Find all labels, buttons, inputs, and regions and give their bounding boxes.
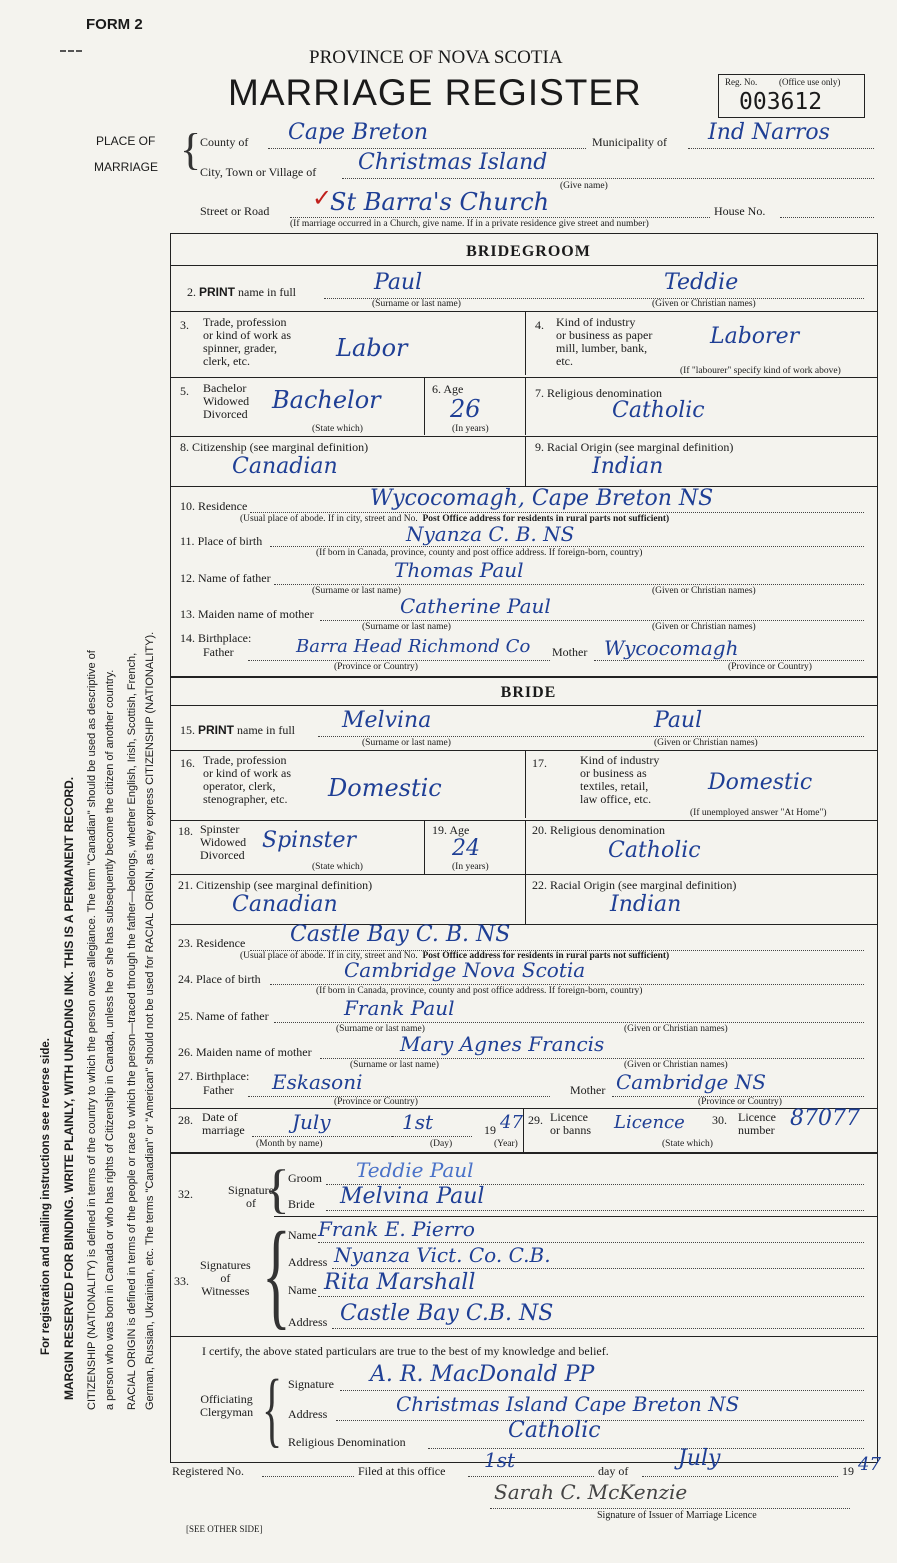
divider [170, 436, 878, 437]
divider [424, 377, 425, 435]
field-18-label: Spinster Widowed Divorced [200, 822, 247, 862]
bride-racial-origin: Indian [610, 892, 682, 917]
groom-birthplace: Nyanza C. B. NS [406, 522, 575, 546]
field-21-label: 21. Citizenship (see marginal definition) [178, 878, 373, 892]
groom-status: Bachelor [272, 386, 381, 414]
margin-citizenship-def-2: a person who was born in Canada or who has rights of Citizenship in Canada, unless he or she has subsequently become the citizen of another country. [104, 669, 116, 1410]
state-caption: (State which) [662, 1139, 713, 1149]
father-label: Father [203, 645, 234, 659]
witness-2-name: Rita Marshall [324, 1270, 476, 1295]
field-22-label: 22. Racial Origin (see marginal definition) [532, 878, 737, 892]
filed-label: Filed at this office [358, 1464, 446, 1478]
divider [170, 311, 878, 312]
marriage-month-field [252, 1108, 392, 1137]
field-13-label: 13. Maiden name of mother [180, 607, 314, 621]
bride-trade: Domestic [328, 774, 442, 802]
groom-signature-field [326, 1158, 864, 1185]
page-title: MARRIAGE REGISTER [228, 72, 642, 113]
bride-signature: Melvina Paul [340, 1184, 485, 1209]
clergy-signature: A. R. MacDonald PP [370, 1362, 595, 1387]
groom-surname: Paul [374, 270, 423, 295]
clergy-religion: Catholic [508, 1418, 601, 1443]
groom-signature: Teddie Paul [356, 1158, 474, 1182]
witness-1-address-label: Address [288, 1255, 328, 1269]
field-23-label: 23. Residence [178, 936, 246, 950]
divider [525, 311, 526, 375]
surname-caption: (Surname or last name) [350, 1060, 439, 1070]
divider [424, 820, 425, 874]
place-note: (If marriage occurred in a Church, give name. If in a private residence give street and number) [290, 219, 649, 229]
divider [170, 265, 878, 266]
field-27-label: 27. Birthplace: [178, 1069, 250, 1083]
field-24-label: 24. Place of birth [178, 972, 261, 986]
state-which-caption: (State which) [312, 424, 363, 434]
field-32-num: 32. [178, 1187, 193, 1201]
field-15-label: 15. PRINT name in full [180, 723, 295, 737]
field-17-label: Kind of industry or business as textiles, retail, law office, etc. [580, 753, 660, 806]
filed-month-field [642, 1448, 838, 1477]
street-value: St Barra's Church [330, 188, 550, 216]
given-caption: (Given or Christian names) [624, 1024, 728, 1034]
in-years-caption: (In years) [452, 862, 489, 872]
field-26-label: 26. Maiden name of mother [178, 1045, 312, 1059]
bride-birthplace-field [270, 960, 864, 985]
province-caption: (Province or Country) [334, 662, 418, 672]
see-other-side: [SEE OTHER SIDE] [186, 1524, 263, 1534]
bride-mother-field [320, 1032, 864, 1059]
witness-2-name-label: Name [288, 1283, 317, 1297]
province-heading: PROVINCE OF NOVA SCOTIA [309, 47, 563, 68]
house-field [780, 188, 874, 218]
bride-mother-birth-field [612, 1070, 864, 1097]
marriage-month: July [292, 1110, 331, 1134]
field-28-num: 28. [178, 1113, 193, 1127]
clergy-signature-label: Signature [288, 1377, 334, 1391]
bride-age: 24 [452, 836, 480, 861]
filed-day: 1st [484, 1448, 516, 1472]
clergy-brace: { [262, 1363, 283, 1456]
groom-mother-birth-field [594, 636, 864, 661]
divider [523, 1108, 524, 1152]
field-30-num: 30. [712, 1113, 727, 1127]
month-caption: (Month by name) [256, 1139, 323, 1149]
margin-racial-def-2: German, Russian, Ukrainian, etc. The terms "Canadian" or "American" should not be used for RACIAL ORIGIN, as they express CITIZENSHIP (NATIONALITY). [144, 631, 156, 1410]
bride-citizenship: Canadian [232, 892, 338, 917]
clergy-religion-field [428, 1420, 864, 1449]
marriage-year: 47 [500, 1112, 523, 1133]
given-caption: (Given or Christian names) [652, 299, 756, 309]
field-18-num: 18. [178, 824, 193, 838]
filed-year-prefix: 19 [842, 1464, 854, 1478]
province-caption: (Province or Country) [728, 662, 812, 672]
bride-mother: Mary Agnes Francis [400, 1032, 605, 1056]
surname-caption: (Surname or last name) [312, 586, 401, 596]
registered-no-field [262, 1454, 354, 1477]
bride-status: Spinster [262, 828, 357, 853]
marriage-day-field [392, 1108, 472, 1137]
groom-trade: Labor [336, 334, 408, 362]
field-10-label: 10. Residence [180, 499, 248, 513]
divider [525, 820, 526, 874]
birthplace-caption: (If born in Canada, province, county and post office address. If foreign-born, country) [316, 986, 643, 996]
bride-signature-field [326, 1184, 864, 1211]
groom-racial-origin: Indian [592, 454, 664, 479]
bride-residence-field [250, 922, 864, 951]
bride-residence: Castle Bay C. B. NS [290, 922, 511, 947]
corner-mark [60, 50, 82, 52]
field-19-label: 19. Age [432, 823, 470, 837]
field-5-num: 5. [180, 384, 189, 398]
labourer-caption: (If "labourer" specify kind of work above) [680, 366, 841, 376]
groom-age: 26 [450, 395, 481, 423]
place-label-2: MARRIAGE [94, 160, 159, 174]
certify-statement: I certify, the above stated particulars are true to the best of my knowledge and belief. [202, 1344, 609, 1358]
bride-birthplace: Cambridge Nova Scotia [344, 958, 586, 982]
field-11-label: 11. Place of birth [180, 534, 263, 548]
bride-father: Frank Paul [344, 996, 455, 1020]
groom-given: Teddie [664, 270, 739, 295]
groom-residence: Wycocomagh, Cape Breton NS [370, 486, 714, 511]
bride-father-field [274, 996, 864, 1023]
field-3-num: 3. [180, 318, 189, 332]
groom-father: Thomas Paul [394, 558, 524, 582]
city-label: City, Town or Village of [200, 165, 317, 179]
field-30-label: Licence number [738, 1110, 776, 1137]
field-3-label: Trade, profession or kind of work as spinner, grader, clerk, etc. [203, 315, 291, 368]
county-value: Cape Breton [288, 120, 429, 145]
field-4-label: Kind of industry or business as paper mill, lumber, bank, etc. [556, 315, 653, 368]
filed-year: 47 [858, 1454, 881, 1475]
field-20-label: 20. Religious denomination [532, 823, 665, 837]
field-16-label: Trade, profession or kind of work as operator, clerk, stenographer, etc. [203, 753, 291, 806]
place-label-1: PLACE OF [96, 134, 156, 148]
street-field [290, 188, 710, 218]
field-16-num: 16. [180, 756, 195, 770]
issuer-signature: Sarah C. McKenzie [494, 1480, 688, 1504]
surname-caption: (Surname or last name) [362, 738, 451, 748]
divider [170, 1152, 878, 1154]
mother-label: Mother [570, 1083, 606, 1097]
reg-no-box [718, 74, 865, 118]
signature-brace: { [264, 1159, 290, 1219]
field-8-label: 8. Citizenship (see marginal definition) [180, 440, 369, 454]
groom-citizenship: Canadian [232, 454, 338, 479]
given-caption: (Given or Christian names) [652, 586, 756, 596]
field-28-label: Date of marriage [202, 1110, 245, 1137]
day-of-label: day of [598, 1464, 629, 1478]
field-33-label: Signatures of Witnesses [200, 1258, 251, 1298]
margin-instructions: For registration and mailing instructions see reverse side. [40, 1038, 52, 1355]
bride-given: Paul [654, 708, 703, 733]
bride-father-birth-field [248, 1070, 550, 1097]
margin-citizenship-def-1: CITIZENSHIP (NATIONALITY) is defined in terms of the country to which the person owes allegiance. The term "Canadian" should be used as descriptive of [86, 650, 98, 1410]
given-caption: (Given or Christian names) [654, 738, 758, 748]
field-9-label: 9. Racial Origin (see marginal definition) [535, 440, 734, 454]
bride-religion: Catholic [608, 838, 701, 863]
field-4-num: 4. [535, 318, 544, 332]
field-14-label: 14. Birthplace: [180, 631, 252, 645]
clergy-address-label: Address [288, 1407, 328, 1421]
clergy-label: Officiating Clergyman [200, 1392, 254, 1419]
year-caption: (Year) [494, 1139, 518, 1149]
groom-father-birth: Barra Head Richmond Co [296, 636, 531, 657]
divider [170, 750, 878, 751]
groom-mother: Catherine Paul [400, 594, 551, 618]
given-caption: (Given or Christian names) [624, 1060, 728, 1070]
groom-religion: Catholic [612, 398, 705, 423]
divider [170, 820, 878, 821]
day-caption: (Day) [430, 1139, 453, 1149]
province-caption: (Province or Country) [334, 1097, 418, 1107]
groom-mother-birth: Wycocomagh [604, 636, 739, 660]
registered-no-label: Registered No. [172, 1464, 244, 1478]
groom-father-field [274, 560, 864, 585]
filed-month: July [678, 1446, 721, 1471]
form-number: FORM 2 [86, 16, 143, 33]
witness-1-name: Frank E. Pierro [318, 1217, 475, 1241]
clergy-address: Christmas Island Cape Breton NS [396, 1392, 740, 1416]
groom-residence-field [250, 484, 864, 513]
field-2-label: 2. PRINT name in full [187, 285, 296, 299]
issuer-signature-field [490, 1480, 850, 1509]
bride-industry: Domestic [708, 770, 813, 795]
bride-sign-label: Bride [288, 1197, 315, 1211]
issuer-caption: Signature of Issuer of Marriage Licence [597, 1510, 757, 1521]
surname-caption: (Surname or last name) [336, 1024, 425, 1034]
field-6-label: 6. Age [432, 382, 464, 396]
surname-caption: (Surname or last name) [362, 622, 451, 632]
margin-binding-note: MARGIN RESERVED FOR BINDING. WRITE PLAINLY, WITH UNFADING INK. THIS IS A PERMANENT RECORD. [62, 776, 76, 1400]
licence-or-banns: Licence [614, 1112, 685, 1133]
give-name-caption: (Give name) [560, 181, 608, 191]
residence-caption: (Usual place of abode. If in city, street and No. Post Office address for residents in rural parts not sufficient) [240, 951, 670, 961]
year-prefix: 19 [484, 1123, 496, 1137]
divider [170, 377, 878, 378]
divider [170, 676, 878, 678]
reg-no-value: 003612 [739, 89, 823, 115]
reg-no-label: Reg. No. [725, 77, 758, 87]
witness-1-address-field [332, 1244, 864, 1269]
surname-caption: (Surname or last name) [372, 299, 461, 309]
divider [525, 750, 526, 818]
municipality-field [688, 118, 874, 149]
street-label: Street or Road [200, 204, 270, 218]
bride-heading: BRIDE [500, 684, 557, 701]
bride-father-birth: Eskasoni [272, 1070, 363, 1094]
field-12-label: 12. Name of father [180, 571, 271, 585]
divider [525, 377, 526, 435]
groom-sign-label: Groom [288, 1171, 322, 1185]
mother-label: Mother [552, 645, 588, 659]
witness-2-address-label: Address [288, 1315, 328, 1329]
field-29-num: 29. [528, 1113, 543, 1127]
clergy-signature-field [340, 1362, 864, 1391]
city-field [342, 148, 874, 179]
field-29-label: Licence or banns [550, 1110, 591, 1137]
groom-name-field [324, 268, 864, 299]
birthplace-caption: (If born in Canada, province, county and post office address. If foreign-born, country) [316, 548, 643, 558]
unemployed-caption: (If unemployed answer "At Home") [690, 808, 827, 818]
witness-2-address-field [332, 1302, 864, 1329]
groom-mother-field [320, 594, 864, 621]
field-5-label: Bachelor Widowed Divorced [203, 381, 250, 421]
divider [525, 874, 526, 924]
residence-caption: (Usual place of abode. If in city, street and No. Post Office address for residents in rural parts not sufficient) [240, 514, 670, 524]
divider [525, 436, 526, 486]
bridegroom-heading: BRIDEGROOM [466, 243, 591, 260]
witness-brace: { [262, 1207, 291, 1340]
field-17-num: 17. [532, 756, 547, 770]
clergy-religion-label: Religious Denomination [288, 1435, 406, 1449]
municipality-label: Municipality of [592, 135, 667, 149]
given-caption: (Given or Christian names) [652, 622, 756, 632]
field-7-label: 7. Religious denomination [535, 386, 662, 400]
field-25-label: 25. Name of father [178, 1009, 269, 1023]
groom-father-birth-field [248, 636, 550, 661]
reg-no-note: (Office use only) [779, 77, 841, 87]
county-field [268, 118, 586, 149]
house-label: House No. [714, 204, 766, 218]
municipality-value: Ind Narros [708, 120, 830, 145]
licence-number: 87077 [790, 1106, 860, 1131]
bride-surname: Melvina [342, 708, 432, 733]
field-32-label: Signature of [228, 1183, 274, 1210]
state-which-caption: (State which) [312, 862, 363, 872]
place-brace: { [180, 125, 202, 174]
witness-2-name-field [318, 1272, 864, 1297]
marriage-day: 1st [402, 1110, 434, 1134]
divider [170, 1336, 878, 1337]
witness-1-address: Nyanza Vict. Co. C.B. [334, 1243, 551, 1267]
father-label: Father [203, 1083, 234, 1097]
city-value: Christmas Island [358, 150, 548, 175]
bride-name-field [318, 706, 864, 737]
check-mark-icon: ✓ [312, 186, 333, 212]
filed-day-field [468, 1448, 594, 1477]
bride-mother-birth: Cambridge NS [616, 1070, 766, 1094]
margin-racial-def-1: RACIAL ORIGIN is defined in terms of the people or race to which the person—traced through the father—belongs, whether English, Irish, Scottish, French, [126, 652, 138, 1410]
witness-1-name-label: Name [288, 1228, 317, 1242]
groom-industry: Laborer [710, 324, 800, 349]
groom-birthplace-field [270, 524, 864, 547]
witness-1-name-field [318, 1218, 864, 1243]
province-caption: (Province or Country) [698, 1097, 782, 1107]
witness-2-address: Castle Bay C.B. NS [340, 1301, 554, 1326]
clergy-address-field [336, 1392, 864, 1421]
county-label: County of [200, 135, 249, 149]
divider [170, 874, 878, 875]
field-33-num: 33. [174, 1274, 189, 1288]
in-years-caption: (In years) [452, 424, 489, 434]
